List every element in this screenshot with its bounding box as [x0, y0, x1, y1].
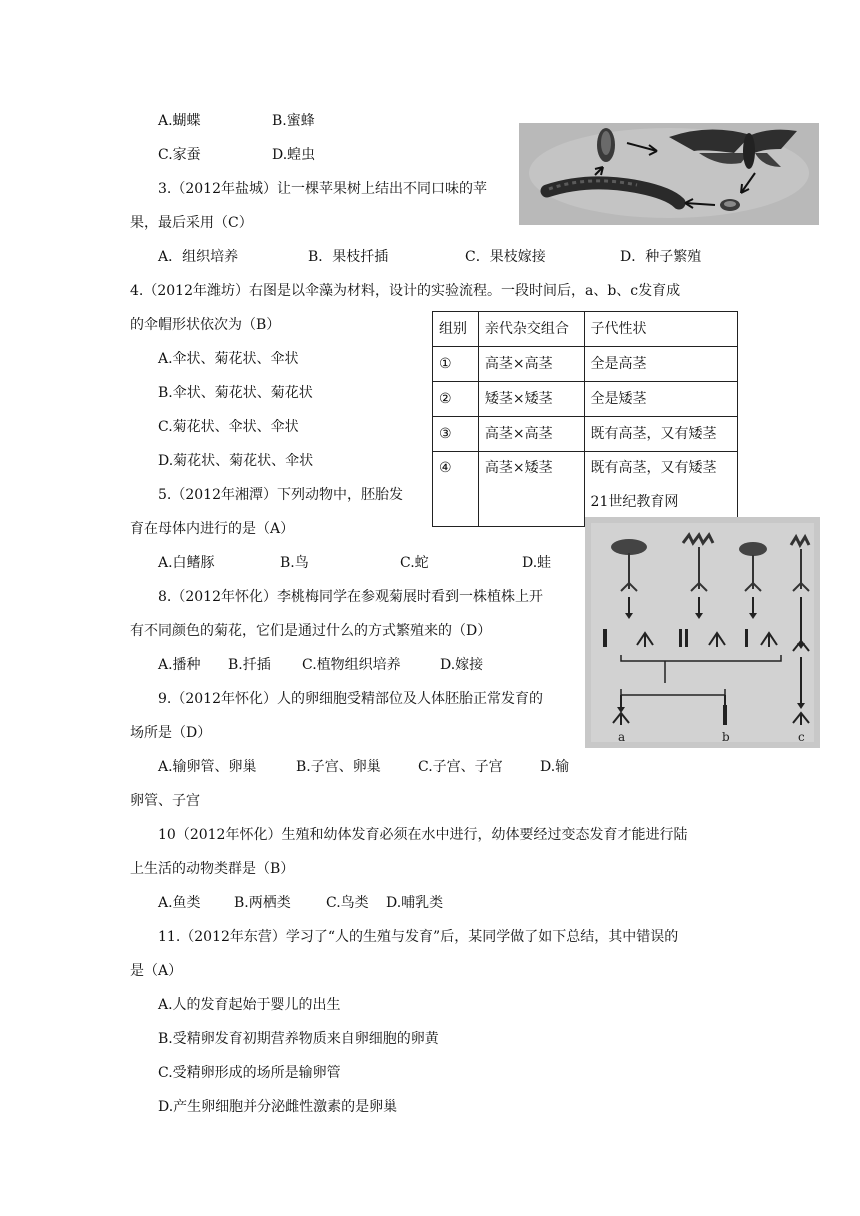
table-cell: ④: [433, 452, 479, 527]
q3-option-c: C．果枝嫁接: [465, 249, 546, 265]
q3-option-b: B．果枝扦插: [308, 249, 389, 265]
q9-option-b: B.子宫、卵巢: [296, 759, 381, 775]
option-b: B.蜜蜂: [272, 113, 315, 129]
table-cell: ①: [433, 347, 479, 382]
q9-option-d-cont: 卵管、子宫: [130, 793, 200, 809]
moth-life-cycle-image: [519, 123, 819, 225]
q5-option-a: A.白鳍豚: [158, 555, 215, 571]
result-label-c: c: [798, 730, 805, 744]
q8-option-d: D.嫁接: [440, 657, 484, 673]
table-header: 子代性状: [584, 312, 737, 347]
table-header: 亲代杂交组合: [478, 312, 584, 347]
option-a: A.蝴蝶: [158, 113, 201, 129]
option-c: C.家蚕: [158, 147, 201, 163]
q10-option-d: D.哺乳类: [386, 895, 444, 911]
table-cell: 高茎×高茎: [478, 347, 584, 382]
table-row: [433, 382, 738, 417]
q10-stem-cont: 上生活的动物类群是（B）: [130, 861, 295, 877]
table-cell: 矮茎×矮茎: [478, 382, 584, 417]
table-row: [433, 347, 738, 382]
table-cell: 全是矮茎: [584, 382, 737, 417]
q11-stem-cont: 是（A）: [130, 963, 183, 979]
q4-option-b: B.伞状、菊花状、菊花状: [158, 385, 313, 401]
q11-option-c: C.受精卵形成的场所是输卵管: [158, 1065, 341, 1081]
q5-option-b: B.鸟: [280, 555, 309, 571]
table-cell-text: 既有高茎，又有矮茎: [590, 460, 717, 476]
table-cell: 高茎×高茎: [478, 417, 584, 452]
table-header: 组别: [433, 312, 479, 347]
q4-option-a: A.伞状、菊花状、伞状: [158, 351, 299, 367]
q4-stem: 4.（2012年潍坊）右图是以伞藻为材料，设计的实验流程。一段时间后，a、b、c发育成: [130, 283, 681, 299]
q8-option-a: A.播种: [158, 657, 201, 673]
q5-stem: 5.（2012年湘潭）下列动物中，胚胎发: [158, 487, 403, 503]
table-cell: 全是高茎: [584, 347, 737, 382]
genetics-table: [432, 311, 738, 527]
q5-stem-cont: 育在母体内进行的是（A）: [130, 521, 295, 537]
table-cell: ②: [433, 382, 479, 417]
table-cell: ③: [433, 417, 479, 452]
table-cell: 高茎×矮茎: [478, 452, 584, 527]
q5-option-d: D.蛙: [522, 555, 552, 571]
table-cell: [584, 452, 737, 527]
table-header-row: [433, 312, 738, 347]
q9-option-d: D.输: [540, 759, 570, 775]
q11-stem: 11.（2012年东营）学习了“人的生殖与发育”后，某同学做了如下总结，其中错误的: [158, 929, 679, 945]
q4-option-d: D.菊花状、菊花状、伞状: [158, 453, 314, 469]
option-d: D.蝗虫: [272, 147, 316, 163]
q4-option-c: C.菊花状、伞状、伞状: [158, 419, 299, 435]
q8-stem-cont: 有不同颜色的菊花，它们是通过什么的方式繁殖来的（D）: [130, 623, 492, 639]
q11-option-a: A.人的发育起始于婴儿的出生: [158, 997, 341, 1013]
q9-option-a: A.输卵管、卵巢: [158, 759, 257, 775]
q10-stem: 10（2012年怀化）生殖和幼体发育必须在水中进行，幼体要经过变态发育才能进行陆: [158, 827, 688, 843]
q3-option-d: D．种子繁殖: [620, 249, 702, 265]
q8-stem: 8.（2012年怀化）李桃梅同学在参观菊展时看到一株植株上开: [158, 589, 543, 605]
table-cell: 既有高茎，又有矮茎: [584, 417, 737, 452]
q9-stem-cont: 场所是（D）: [130, 725, 212, 741]
q8-option-c: C.植物组织培养: [302, 657, 401, 673]
q10-option-a: A.鱼类: [158, 895, 201, 911]
result-label-a: a: [618, 730, 626, 744]
q10-option-c: C.鸟类: [326, 895, 369, 911]
q3-option-a: A．组织培养: [158, 249, 239, 265]
q11-option-b: B.受精卵发育初期营养物质来自卵细胞的卵黄: [158, 1031, 439, 1047]
q9-option-c: C.子宫、子宫: [418, 759, 503, 775]
result-label-b: b: [722, 730, 730, 744]
q3-stem: 3.（2012年盐城）让一棵苹果树上结出不同口味的苹: [158, 181, 487, 197]
acetabularia-experiment-image: [585, 517, 820, 748]
q8-option-b: B.扦插: [228, 657, 271, 673]
q9-stem: 9.（2012年怀化）人的卵细胞受精部位及人体胚胎正常发育的: [158, 691, 543, 707]
q4-stem-cont: 的伞帽形状依次为（B）: [130, 317, 281, 333]
table-row: [433, 417, 738, 452]
q5-option-c: C.蛇: [400, 555, 429, 571]
q10-option-b: B.两栖类: [234, 895, 291, 911]
table-row: [433, 452, 738, 527]
q11-option-d: D.产生卵细胞并分泌雌性激素的是卵巢: [158, 1099, 398, 1115]
table-footer-note: 21世纪教育网: [590, 494, 679, 510]
q3-stem-cont: 果，最后采用（C）: [130, 215, 253, 231]
